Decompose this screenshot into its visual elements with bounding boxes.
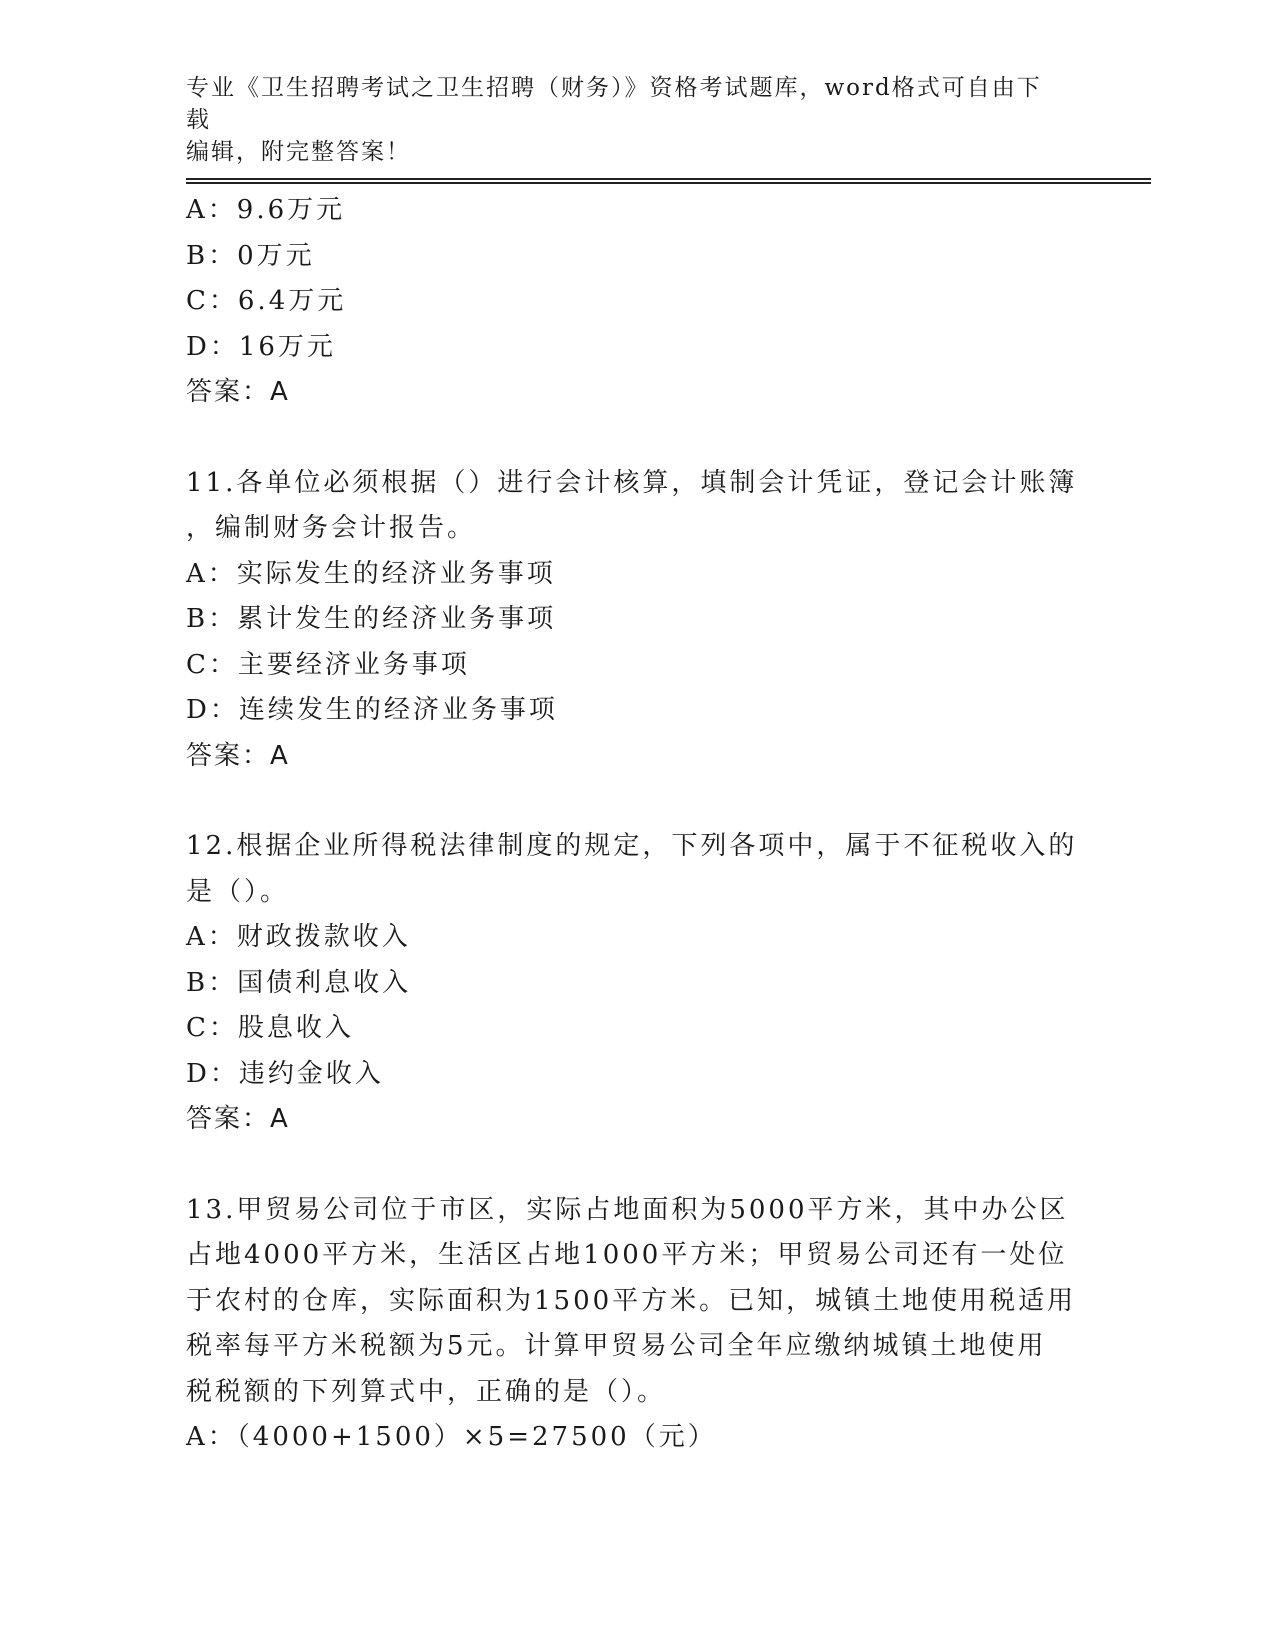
question-stem-line: 11.各单位必须根据（）进行会计核算，填制会计凭证，登记会计账簿 [186, 467, 1078, 498]
question-list [186, 188, 1078, 1461]
option-d: D：违约金收入 [186, 1058, 384, 1089]
header-divider-top [186, 178, 1151, 180]
option-b: B：0万元 [186, 240, 315, 271]
question-stem-line: ，编制财务会计报告。 [186, 513, 477, 543]
answer-line: 答案：A [186, 1104, 290, 1134]
option-a: A：财政拨款收入 [186, 922, 411, 952]
question-stem-line: 税率每平方米税额为5元。计算甲贸易公司全年应缴纳城镇土地使用 [186, 1331, 1047, 1361]
question-stem-line: 是（）。 [186, 876, 290, 907]
question-stem-line: 于农村的仓库，实际面积为1500平方米。已知，城镇土地使用税适用 [186, 1285, 1077, 1316]
header-divider-bottom [186, 182, 1151, 184]
option-d: D：连续发生的经济业务事项 [186, 695, 558, 725]
option-c: C：股息收入 [186, 1013, 354, 1043]
option-b: B：累计发生的经济业务事项 [186, 604, 557, 634]
option-a: A：9.6万元 [186, 195, 346, 225]
header-line-2: 编辑，附完整答案！ [186, 139, 411, 165]
option-c: C：6.4万元 [186, 286, 347, 316]
question-stem-line: 12.根据企业所得税法律制度的规定，下列各项中，属于不征税收入的 [186, 831, 1078, 861]
question-11 [186, 461, 1078, 780]
option-b: B：国债利息收入 [186, 967, 412, 998]
answer-line: 答案：A [186, 377, 290, 407]
option-a: A：（4000+1500）×5=27500（元） [186, 1422, 717, 1452]
question-stem-line: 占地4000平方米，生活区占地1000平方米；甲贸易公司还有一处位 [186, 1240, 1068, 1270]
question-12 [186, 824, 1078, 1143]
page-header [186, 72, 1066, 168]
option-c: C：主要经济业务事项 [186, 649, 470, 680]
option-a: A：实际发生的经济业务事项 [186, 558, 556, 589]
header-line-1: 专业《卫生招聘考试之卫生招聘（财务）》资格考试题库，word格式可自由下载 [186, 75, 1042, 133]
question-13 [186, 1188, 1077, 1461]
question-stem-line: 13.甲贸易公司位于市区，实际占地面积为5000平方米，其中办公区 [186, 1194, 1069, 1225]
option-d: D：16万元 [186, 331, 336, 362]
question-10 [186, 188, 1066, 416]
answer-line: 答案：A [186, 740, 290, 771]
question-stem-line: 税税额的下列算式中，正确的是（）。 [186, 1376, 667, 1407]
